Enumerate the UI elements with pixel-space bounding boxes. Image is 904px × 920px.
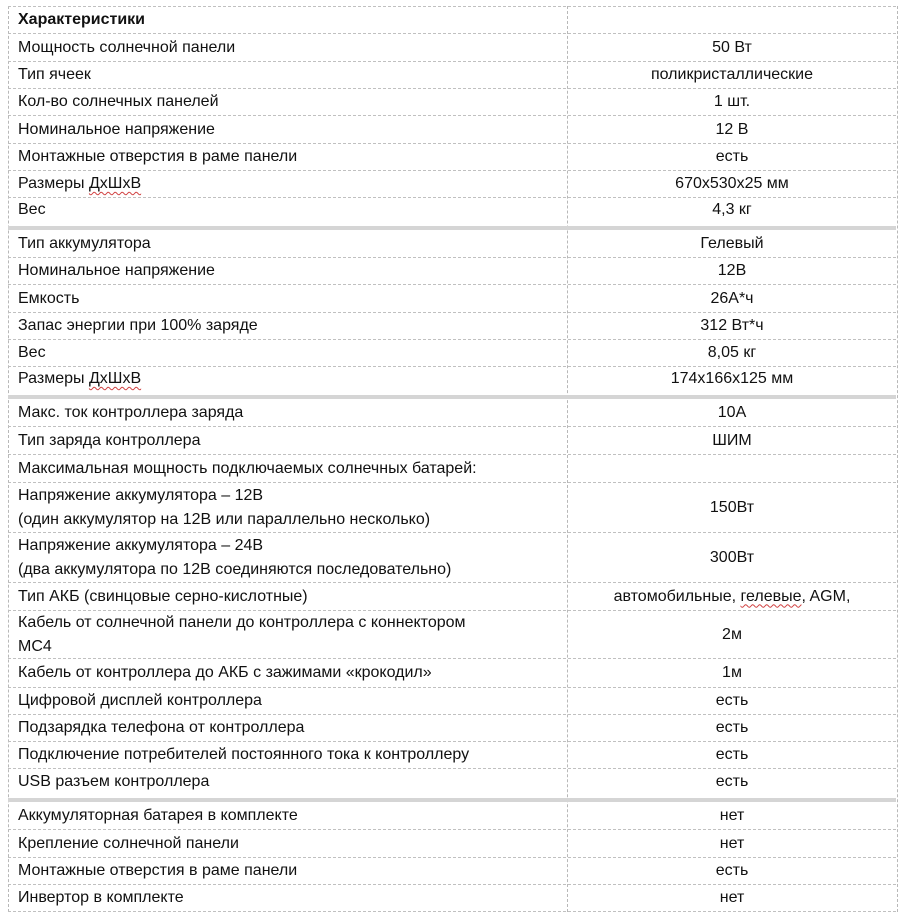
row-label: Монтажные отверстия в раме панели (18, 862, 298, 879)
row-value: 8,05 кг (707, 344, 757, 361)
row-label: Напряжение аккумулятора – 24В (два аккумулятора по 12В соединяются последовательно) (18, 536, 452, 578)
row-label: Тип заряда контроллера (18, 431, 201, 449)
table-row (8, 715, 896, 742)
table-row (8, 659, 896, 688)
row-value: 12 В (715, 120, 749, 138)
table-row (8, 285, 896, 313)
table-row (8, 313, 896, 340)
row-value: 1 шт. (713, 93, 751, 110)
row-value: нет (719, 806, 745, 824)
row-value: 10А (717, 403, 747, 421)
row-label: Напряжение аккумулятора – 12В (один аккумулятор на 12В или параллельно несколько) (18, 486, 431, 528)
row-label: Кол-во солнечных панелей (18, 93, 219, 110)
row-label: Монтажные отверстия в раме панели (18, 148, 298, 165)
value-part: , AGM, (801, 587, 851, 605)
row-label: Номинальное напряжение (18, 262, 215, 279)
table-row (8, 858, 896, 885)
row-label: Номинальное напряжение (18, 120, 215, 138)
table-row (8, 62, 896, 89)
table-row (8, 583, 896, 611)
row-value: 174x166x125 мм (670, 370, 794, 387)
row-value: 150Вт (709, 498, 755, 516)
table-row (8, 885, 896, 912)
row-value: ШИМ (712, 431, 752, 449)
row-value: 1м (722, 664, 742, 681)
row-label: Запас энергии при 100% заряде (18, 317, 258, 334)
row-value: есть (715, 746, 749, 763)
row-label: Аккумуляторная батарея в комплекте (18, 806, 298, 824)
row-value: 2м (722, 625, 742, 643)
row-label: Кабель от контроллера до АКБ с зажимами «крокодил» (18, 664, 432, 681)
table-row (8, 34, 896, 62)
table-row (8, 830, 896, 858)
table-row (8, 802, 896, 830)
row-label: Крепление солнечной панели (18, 834, 239, 852)
row-label: Цифровой дисплей контроллера (18, 692, 262, 709)
row-value (568, 583, 896, 610)
row-label: Вес (18, 344, 46, 361)
row-value: Гелевый (700, 234, 764, 252)
table-row (8, 144, 896, 171)
table-row (8, 340, 896, 367)
table-row (8, 116, 896, 144)
row-label: Вес (18, 201, 46, 218)
row-label: Подключение потребителей постоянного тока к контроллеру (18, 746, 470, 763)
row-label: Макс. ток контроллера заряда (18, 403, 244, 421)
row-label (18, 171, 568, 197)
row-value: 50 Вт (712, 38, 752, 56)
row-value: есть (715, 148, 749, 165)
table-header-row (8, 6, 896, 34)
row-value: 312 Вт*ч (700, 317, 764, 334)
row-value: есть (715, 719, 749, 736)
table-row (8, 171, 896, 198)
row-label: Мощность солнечной панели (18, 38, 236, 56)
table-row (8, 427, 896, 455)
label-word: ДхШхВ (88, 175, 142, 192)
row-value: есть (715, 692, 749, 709)
table-header: Характеристики (18, 11, 146, 28)
table-row (8, 688, 896, 715)
row-label: Емкость (18, 289, 80, 307)
row-value: 26А*ч (710, 289, 754, 307)
row-label: Кабель от солнечной панели до контроллера с коннектором MC4 (18, 613, 466, 655)
row-label (18, 367, 568, 391)
table-row (8, 198, 896, 230)
table-row (8, 399, 896, 427)
row-value: есть (715, 862, 749, 879)
row-value: 300Вт (709, 548, 755, 566)
table-row (8, 769, 896, 802)
value-part: гелевые (740, 587, 802, 605)
value-part: автомобильные, (613, 587, 741, 605)
label-word: ДхШхВ (88, 370, 142, 387)
row-value: нет (719, 834, 745, 852)
row-label: Тип аккумулятора (18, 234, 151, 252)
row-value: 4,3 кг (712, 201, 752, 218)
table-row (8, 742, 896, 769)
row-label: USB разъем контроллера (18, 772, 210, 790)
row-value: есть (715, 772, 749, 790)
row-label: Тип ячеек (18, 66, 91, 83)
table-row (8, 367, 896, 399)
row-value: поликристаллические (650, 66, 814, 83)
table-row (8, 483, 896, 533)
row-label: Подзарядка телефона от контроллера (18, 719, 305, 736)
table-row (8, 258, 896, 285)
row-value: 12В (717, 262, 747, 279)
table-row (8, 611, 896, 659)
label-prefix: Размеры (18, 370, 89, 387)
row-value: 670x530x25 мм (675, 175, 789, 192)
row-label: Тип АКБ (свинцовые серно-кислотные) (18, 587, 308, 605)
table-row (8, 89, 896, 116)
table-row (8, 455, 896, 483)
label-prefix: Размеры (18, 175, 89, 192)
table-row (8, 230, 896, 258)
table-row (8, 533, 896, 583)
row-label: Максимальная мощность подключаемых солнечных батарей: (18, 459, 477, 477)
row-label: Инвертор в комплекте (18, 889, 184, 906)
row-value: нет (719, 889, 745, 906)
